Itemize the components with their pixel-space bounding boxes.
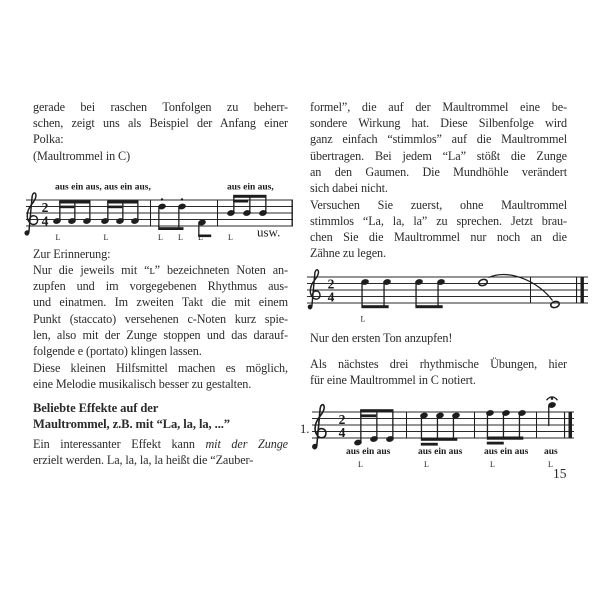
- note-stem: [137, 202, 138, 221]
- note-group: [547, 397, 558, 426]
- time-signature-bottom: 4: [41, 213, 49, 229]
- note-stem: [503, 414, 504, 437]
- barline: [474, 412, 475, 438]
- left-paragraph-2: [33, 262, 288, 359]
- note-stem: [265, 196, 266, 213]
- text-run: Ein interessanter Effekt kann: [33, 437, 206, 451]
- pluck-mark: L: [548, 460, 553, 469]
- barline: [576, 277, 577, 303]
- text-line: an den Gaumen. Die Mundhöhle verändert: [310, 164, 567, 179]
- note-stem: [519, 414, 520, 437]
- text-run-italic: mit der Zunge: [205, 437, 288, 451]
- text-line: übertragen. Bei jedem “La” stößt die Zunge: [310, 148, 567, 163]
- pluck-mark: L: [360, 314, 366, 324]
- treble-clef-icon: [25, 193, 37, 235]
- pluck-note-line: [310, 330, 567, 346]
- half-notehead: [478, 278, 488, 286]
- time-signature-top: 2: [327, 276, 335, 292]
- beam: [59, 201, 90, 204]
- etc-label: usw.: [257, 224, 281, 240]
- beam: [158, 227, 183, 230]
- note-group: [486, 409, 527, 444]
- text-line: chen Sie die Maultrommel nur noch an die: [310, 229, 567, 244]
- text-line: Zähne zu legen.: [310, 246, 386, 261]
- music-staff-3: [298, 394, 582, 480]
- text-line: erzielt werden. La, la, la, la heißt die “Zauber-: [33, 453, 254, 468]
- half-notehead: [550, 300, 560, 308]
- section-heading: [33, 400, 288, 433]
- beam: [421, 443, 438, 446]
- barline: [536, 412, 537, 438]
- text-line: zupfen und im vorgegebenen Rhythmus aus-: [33, 279, 288, 294]
- beam: [107, 201, 138, 204]
- barline-final-thick: [569, 412, 573, 438]
- barline: [217, 200, 218, 226]
- note-group: [415, 278, 446, 308]
- note-stem: [361, 283, 362, 307]
- note-group: [361, 278, 392, 308]
- exercise-number: 1.: [300, 422, 310, 436]
- text-line: len, also mit der Zunge stoppen und das darauf-: [33, 327, 288, 342]
- lyric-line: aus ein aus: [346, 447, 391, 457]
- staccato-dot-icon: [181, 198, 183, 200]
- note-stem: [122, 202, 123, 221]
- treble-clef-icon: [313, 405, 326, 449]
- right-paragraph-1: [310, 99, 567, 196]
- text-line: folgende e (portato) klingen lassen.: [33, 344, 202, 359]
- barline: [150, 200, 151, 226]
- note-group: [158, 198, 212, 237]
- text-line: gerade bei raschen Tonfolgen zu beherr-: [33, 100, 288, 114]
- fermata-icon: [551, 397, 554, 400]
- note-stem: [437, 283, 438, 307]
- staff-lines: [307, 277, 588, 303]
- left-paragraph-2b: [33, 360, 288, 392]
- text-line: Beliebte Effekte auf der: [33, 400, 159, 415]
- text-line: Punkt (staccato) versehenen c-Noten kurz spie-: [33, 311, 288, 326]
- barline-final: [292, 200, 293, 226]
- barline-final-thick: [581, 277, 584, 303]
- pluck-mark: L: [228, 233, 233, 242]
- note-group: [420, 412, 461, 446]
- lyric-line: aus ein aus, aus ein aus,: [55, 182, 151, 193]
- text-line: eine Melodie musikalisch besser zu gestalten.: [33, 376, 252, 391]
- pluck-mark: L: [158, 233, 163, 242]
- note-stem: [437, 417, 438, 439]
- text-line: stimmlos “La, la, la” zu sprechen. Jetzt brau-: [310, 213, 567, 228]
- text-line: (Maultrommel in C): [33, 148, 131, 163]
- page-number: 15: [553, 466, 567, 481]
- note-stem: [415, 283, 416, 307]
- beam: [360, 414, 376, 417]
- pluck-mark: L: [358, 460, 363, 469]
- note-stem: [89, 202, 90, 221]
- note-stem: [383, 283, 384, 307]
- text-line: Maultrommel, z.B. mit “La, la, la, ...”: [33, 416, 230, 431]
- text-line: Polka:: [33, 132, 64, 147]
- beam: [487, 442, 504, 445]
- text-line: sich dabei nicht.: [310, 181, 388, 196]
- beam: [487, 437, 524, 440]
- note-group: [354, 409, 395, 446]
- note-group: [227, 195, 268, 217]
- text-line: sondere Wirkung hat. Diese Silbenfolge wird: [310, 116, 567, 131]
- note-stem: [487, 414, 488, 437]
- note-stem: [421, 417, 422, 439]
- barline: [564, 412, 565, 438]
- note-stem: [178, 208, 179, 229]
- time-signature-bottom: 4: [338, 425, 346, 441]
- beam: [421, 438, 458, 441]
- instrument-note: [33, 148, 288, 164]
- text-line: Zur Erinnerung:: [33, 247, 111, 261]
- pluck-mark: L: [490, 460, 495, 469]
- right-paragraph-3: [310, 356, 567, 388]
- note-stem: [74, 202, 75, 221]
- music-staff-2: [303, 268, 591, 330]
- text-line: Diese kleinen Hilfsmittel machen es möglich,: [33, 360, 288, 375]
- barline: [406, 412, 407, 438]
- text-line: ganz einfach “stimmlos” auf die Maultrommel: [310, 132, 567, 147]
- text-line: für eine Maultrommel in C notiert.: [310, 373, 476, 388]
- left-paragraph-1: [33, 99, 288, 148]
- note-stem: [59, 202, 60, 221]
- reminder-heading: [33, 246, 288, 262]
- time-signature-bottom: 4: [327, 289, 335, 305]
- note-stem: [453, 417, 454, 439]
- beam: [233, 200, 248, 203]
- barline: [530, 277, 531, 303]
- lyric-line: aus ein aus: [484, 447, 529, 457]
- note-stem: [249, 196, 250, 213]
- beam: [415, 305, 442, 308]
- left-paragraph-3: [33, 436, 288, 468]
- beam: [233, 195, 266, 198]
- lyric-line: aus ein aus: [418, 447, 463, 457]
- staccato-dot-icon: [161, 198, 163, 200]
- beam: [107, 206, 122, 209]
- lyric-line: aus: [544, 447, 558, 457]
- text-line: Versuchen Sie zuerst, ohne Maultrommel: [310, 197, 567, 212]
- beam: [360, 409, 393, 412]
- note-stem: [376, 410, 377, 438]
- time-signature-top: 2: [41, 200, 49, 215]
- text-line: Als nächstes drei rhythmische Übungen, hier: [310, 357, 567, 371]
- time-signature-top: 2: [338, 412, 346, 427]
- note-stem: [158, 208, 159, 229]
- pluck-mark: L: [424, 460, 429, 469]
- note-stem: [548, 406, 549, 426]
- pluck-mark: L: [178, 233, 183, 242]
- text-line: Nur die jeweils mit “ʟ” bezeichneten Noten an-: [33, 263, 288, 277]
- pluck-mark: L: [198, 233, 203, 242]
- pluck-mark: L: [55, 233, 61, 242]
- text-line: formel”, die auf der Maultrommel eine be-: [310, 100, 567, 114]
- text-line: Nur den ersten Ton anzupfen!: [310, 330, 453, 345]
- text-line: und einatmen. Im zweiten Takt die mit einem: [33, 295, 288, 310]
- note-stem: [392, 410, 393, 438]
- beam: [59, 206, 74, 209]
- beam: [361, 305, 388, 308]
- text-line: schen, zeigt uns als Beispiel der Anfang einer: [33, 116, 288, 131]
- right-paragraph-2: [310, 197, 567, 262]
- lyric-line: aus ein aus,: [227, 182, 274, 193]
- note-stem: [233, 196, 234, 213]
- music-staff-1: [18, 176, 296, 248]
- note-stem: [107, 202, 108, 221]
- text-line: [33, 436, 288, 452]
- pluck-mark: L: [103, 233, 109, 242]
